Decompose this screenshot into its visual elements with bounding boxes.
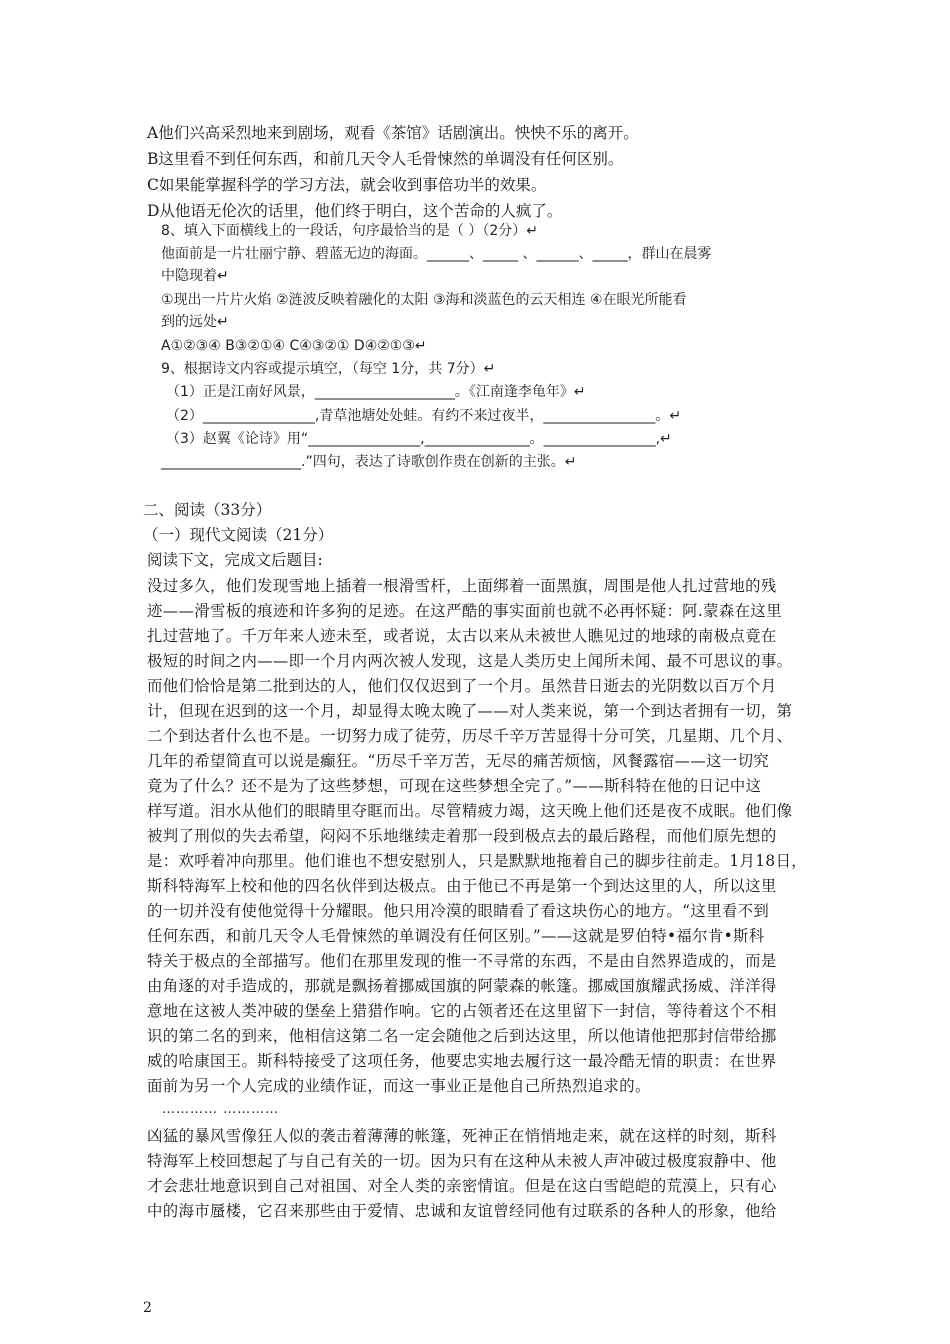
passage-line: 面前为另一个人完成的业绩作证，而这一事业正是他自己所热烈追求的。 xyxy=(147,1077,651,1095)
passage-line: 没过多久，他们发现雪地上插着一根滑雪杆，上面绑着一面黑旗，周围是他人扎过营地的残 xyxy=(147,577,777,595)
q8-choices-line1: ①现出一片片火焰 ②涟波反映着融化的太阳 ③海和淡蓝色的云天相连 ④在眼光所能看 xyxy=(161,292,687,308)
passage-line: 意地在这被人类冲破的堡垒上猎猎作响。它的占领者还在这里留下一封信，等待着这个不相 xyxy=(147,1002,777,1020)
q9-item4: ____________________.”四句，表达了诗歌创作贵在创新的主张。↵ xyxy=(161,454,577,470)
passage-line: 迹——滑雪板的痕迹和许多狗的足迹。在这严酷的事实面前也就不必再怀疑：阿.蒙森在这里 xyxy=(147,602,782,620)
q9-item1: （1）正是江南好风景，____________________。《江南逢李龟年》↵ xyxy=(166,384,586,400)
q9-stem: 9、根据诗文内容或提示填空，（每空 1分，共 7分）↵ xyxy=(161,361,496,377)
section-subtitle: （一）现代文阅读（21分） xyxy=(143,526,334,544)
passage-line: 是：欢呼着冲向那里。他们谁也不想安慰别人，只是默默地拖着自己的脚步往前走。1月18日， xyxy=(147,852,808,870)
page-number: 2 xyxy=(143,1300,152,1316)
option-b: B这里看不到任何东西，和前几天令人毛骨悚然的单调没有任何区别。 xyxy=(147,150,624,168)
ellipsis-separator: ………… ………… xyxy=(162,1102,280,1117)
passage2-line: 中的海市蜃楼，它召来那些由于爱情、忠诚和友谊曾经同他有过联系的各种人的形象，他给 xyxy=(147,1202,777,1220)
passage-line: 被判了刑似的失去希望，闷闷不乐地继续走着那一段到极点去的最后路程，而他们原先想的 xyxy=(147,827,777,845)
option-a: A他们兴高采烈地来到剧场，观看《茶馆》话剧演出。怏怏不乐的离开。 xyxy=(147,124,639,142)
passage-line: 而他们恰恰是第二批到达的人，他们仅仅迟到了一个月。虽然昔日逝去的光阴数以百万个月 xyxy=(147,677,777,695)
passage-line: 的一切并没有使他觉得十分耀眼。他只用冷漠的眼睛看了看这块伤心的地方。“这里看不到 xyxy=(147,902,770,920)
passage-line: 威的哈康国王。斯科特接受了这项任务，他要忠实地去履行这一最冷酷无情的职责：在世界 xyxy=(147,1052,777,1070)
q8-answers: A①②③④ B③②①④ C④③②① D④②①③↵ xyxy=(161,338,427,354)
passage-line: 计，但现在迟到的这一个月，却显得太晚太晚了——对人类来说，第一个到达者拥有一切，第 xyxy=(147,702,793,720)
passage-line: 斯科特海军上校和他的四名伙伴到达极点。由于他已不再是第一个到达这里的人，所以这里 xyxy=(147,877,777,895)
q8-passage-line1: 他面前是一片壮丽宁静、碧蓝无边的海面。______、_____ 、______、_____，群山在晨雾 xyxy=(161,246,712,262)
passage-line: 极短的时间之内——即一个月内两次被人发现，这是人类历史上闻所未闻、最不可思议的事。 xyxy=(147,652,793,670)
passage-line: 样写道。泪水从他们的眼睛里夺眶而出。尽管精疲力竭，这天晚上他们还是夜不成眠。他们像 xyxy=(147,802,793,820)
q8-passage-line2: 中隐现着↵ xyxy=(161,268,229,284)
q9-item3: （3）赵翼《论诗》用“________________,_______________。________________,↵ xyxy=(166,431,672,447)
passage-line: 二个到达者什么也不是。一切努力成了徒劳，历尽千辛万苦显得十分可笑，几星期、几个月、 xyxy=(147,727,793,745)
q8-choices-line2: 到的远处↵ xyxy=(161,314,229,330)
passage-line: 由角逐的对手造成的，那就是飘扬着挪威国旗的阿蒙森的帐篷。挪威国旗耀武扬威、洋洋得 xyxy=(147,977,777,995)
passage-line: 几年的希望简直可以说是癫狂。“历尽千辛万苦，无尽的痛苦烦恼，风餐露宿——这一切究 xyxy=(147,752,770,770)
passage2-line: 才会悲壮地意识到自己对祖国、对全人类的亲密情谊。但是在这白雪皑皑的荒漠上，只有心 xyxy=(147,1177,777,1195)
passage2-line: 特海军上校回想起了与自己有关的一切。因为只有在这种从未被人声冲破过极度寂静中、他 xyxy=(147,1152,777,1170)
passage-line: 识的第二名的到来，他相信这第二名一定会随他之后到达这里，所以他请他把那封信带给挪 xyxy=(147,1027,777,1045)
passage-line: 特关于极点的全部描写。他们在那里发现的惟一不寻常的东西，不是由自然界造成的，而是 xyxy=(147,952,777,970)
section-title: 二、阅读（33分） xyxy=(143,501,272,519)
q9-item2: （2）________________,青草池塘处处蛙。有约不来过夜半，________________。↵ xyxy=(166,408,682,424)
option-d: D从他语无伦次的话里，他们终于明白，这个苦命的人疯了。 xyxy=(147,202,563,220)
q8-stem: 8、填入下面横线上的一段话，句序最恰当的是（ ）（2分）↵ xyxy=(161,223,538,239)
passage-line: 扎过营地了。千万年来人迹未至，或者说，太古以来从未被世人瞧见过的地球的南极点竟在 xyxy=(147,627,777,645)
passage-line: 任何东西，和前几天令人毛骨悚然的单调没有任何区别。”——这就是罗伯特•福尔肯•斯科 xyxy=(147,927,765,945)
option-c: C如果能掌握科学的学习方法，就会收到事倍功半的效果。 xyxy=(147,176,547,194)
section-instruction: 阅读下文，完成文后题目: xyxy=(147,551,323,569)
passage2-line: 凶猛的暴风雪像狂人似的袭击着薄薄的帐篷，死神正在悄悄地走来，就在这样的时刻，斯科 xyxy=(147,1127,777,1145)
passage-line: 竟为了什么？还不是为了这些梦想，可现在这些梦想全完了。”——斯科特在他的日记中这 xyxy=(147,777,762,795)
